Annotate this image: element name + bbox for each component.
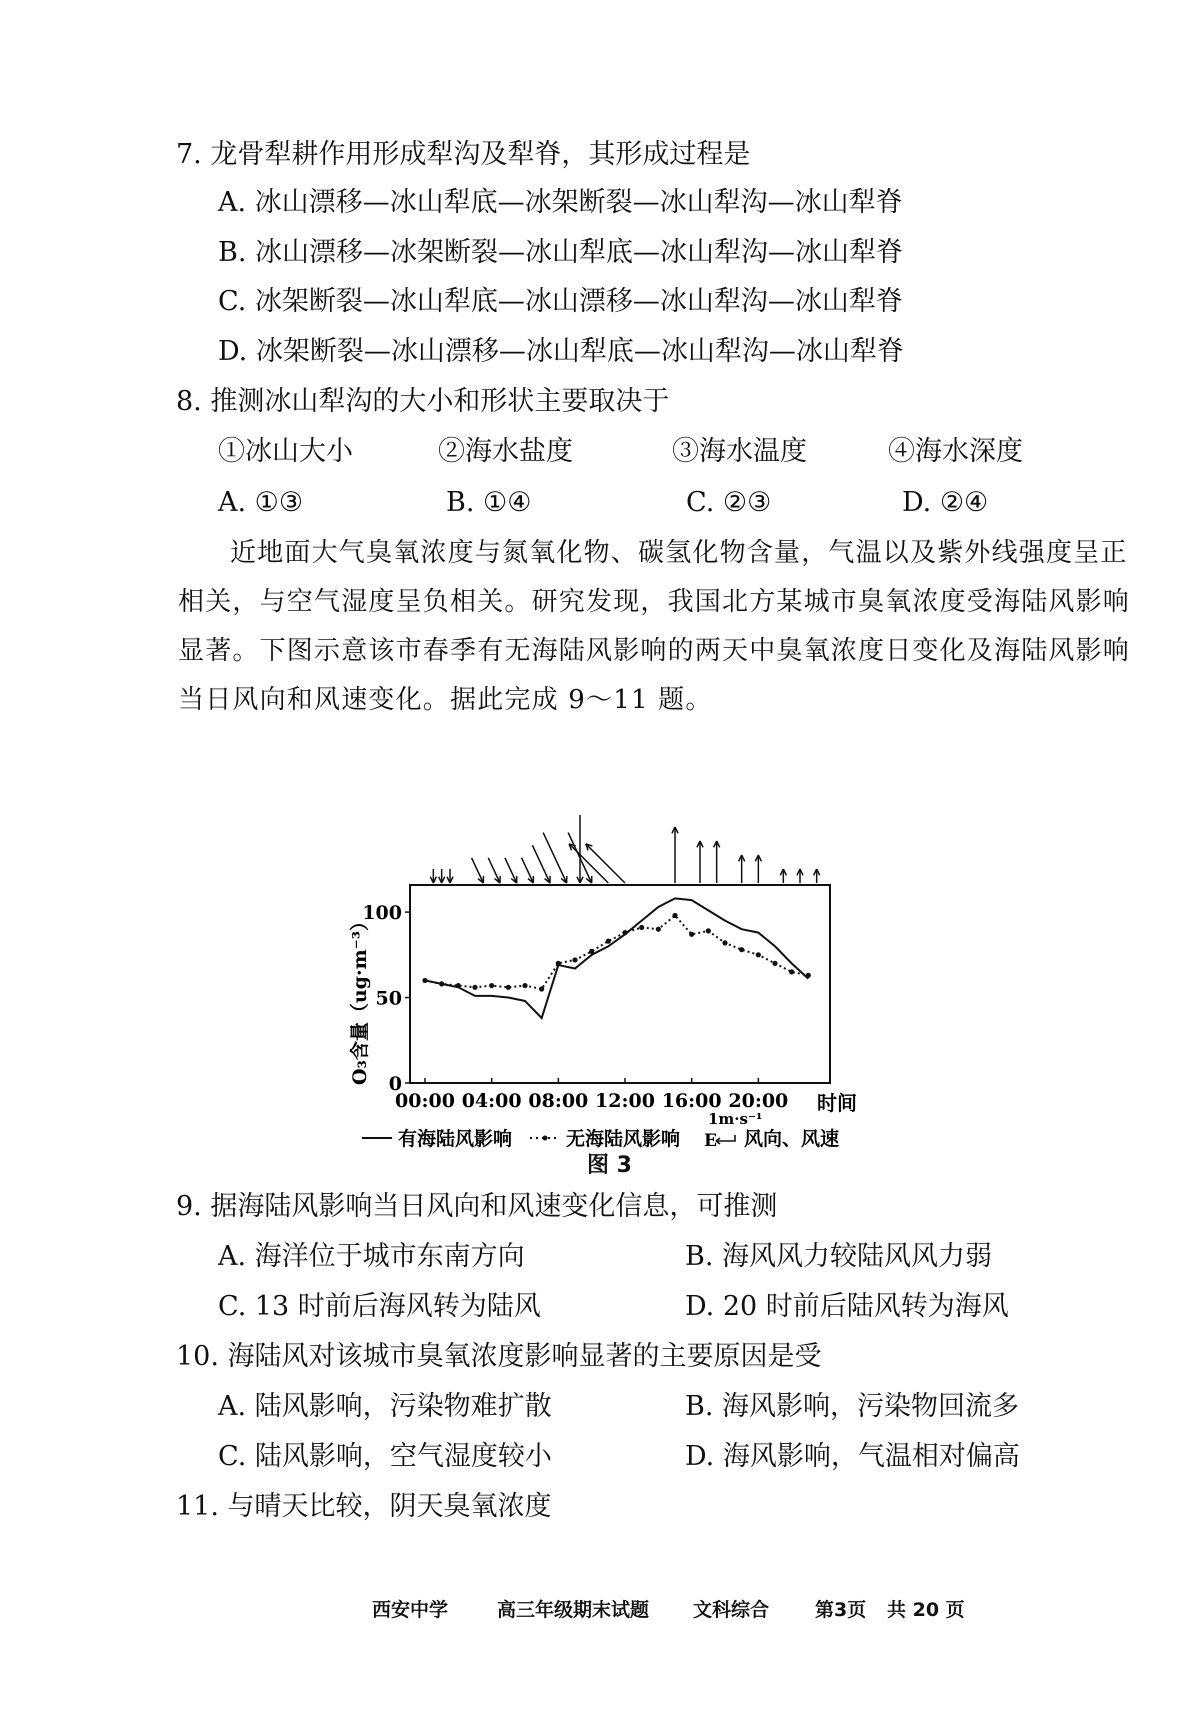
- data-point: [706, 928, 711, 933]
- q10-option-b: B. 海风影响，污染物回流多: [685, 1391, 1020, 1422]
- legend-with: 有海陆风影响: [398, 1128, 513, 1150]
- data-point: [722, 940, 727, 945]
- x-axis-label: 时间: [817, 1091, 857, 1115]
- wind-arrow-shaft: [532, 845, 550, 883]
- data-point: [689, 932, 694, 937]
- series-with-sea-land-breeze: [425, 898, 808, 1018]
- data-point: [506, 985, 511, 990]
- figure-caption: 图 3: [587, 1153, 632, 1178]
- y-axis-label: O₃含量（ug·m⁻³）: [349, 911, 371, 1085]
- data-point: [589, 949, 594, 954]
- wind-arrow-shaft: [488, 858, 500, 883]
- q10-option-d: D. 海风影响，气温相对偏高: [685, 1441, 1020, 1472]
- q8-stem: 8. 推测冰山犁沟的大小和形状主要取决于: [176, 386, 670, 417]
- legend-without: 无海陆风影响: [566, 1128, 681, 1150]
- q7-option-c: C. 冰架断裂—冰山犁底—冰山漂移—冰山犁沟—冰山犁脊: [218, 286, 903, 317]
- q10-stem: 10. 海陆风对该城市臭氧浓度影响显著的主要原因是受: [176, 1341, 822, 1372]
- data-point: [639, 925, 644, 930]
- chart-axes: [362, 885, 830, 1112]
- q7-stem: 7. 龙骨犁耕作用形成犁沟及犁脊，其形成过程是: [176, 139, 751, 170]
- q8-option-d: D. ②④: [902, 487, 989, 518]
- q11-stem: 11. 与晴天比较，阴天臭氧浓度: [176, 1491, 552, 1522]
- q9-option-c: C. 13 时前后海风转为陆风: [218, 1291, 541, 1322]
- footer-subject: 文科综合: [693, 1599, 770, 1621]
- q9-option-b: B. 海风风力较陆风风力弱: [685, 1241, 993, 1272]
- data-point: [489, 983, 494, 988]
- x-tick-label: 00:00: [395, 1090, 455, 1112]
- q10-option-a: A. 陆风影响，污染物难扩散: [218, 1391, 552, 1422]
- wind-arrow-shaft: [472, 858, 484, 883]
- y-tick-label: 50: [375, 987, 402, 1010]
- wind-arrows: [430, 815, 819, 883]
- series-without-sea-land-breeze: [425, 916, 808, 989]
- x-tick-label: 08:00: [528, 1090, 589, 1112]
- y-tick-label: 0: [388, 1073, 402, 1095]
- footer-exam: 高三年级期末试题: [497, 1599, 650, 1621]
- q8-option-c: C. ②③: [686, 487, 772, 518]
- data-point: [622, 930, 627, 935]
- q7-option-d: D. 冰架断裂—冰山漂移—冰山犁底—冰山犁沟—冰山犁脊: [218, 336, 904, 367]
- data-point: [472, 985, 477, 990]
- data-point: [656, 927, 661, 932]
- x-tick-label: 20:00: [728, 1090, 789, 1112]
- legend-wind-scale: 1m·s⁻¹: [708, 1110, 763, 1128]
- q7-option-a: A. 冰山漂移—冰山犁底—冰架断裂—冰山犁沟—冰山犁脊: [218, 187, 903, 218]
- data-point: [739, 947, 744, 952]
- passage-line-3: 显著。下图示意该市春季有无海陆风影响的两天中臭氧浓度日变化及海陆风影响: [178, 636, 1131, 666]
- plot-frame: [410, 885, 830, 1083]
- q10-option-c: C. 陆风影响，空气湿度较小: [218, 1441, 552, 1472]
- wind-arrow-shaft: [505, 858, 517, 883]
- q9-option-d: D. 20 时前后陆风转为海风: [685, 1291, 1009, 1322]
- data-point: [556, 961, 561, 966]
- data-point: [806, 973, 811, 978]
- y-tick-label: 100: [362, 902, 402, 925]
- data-point: [439, 981, 444, 986]
- x-tick-label: 12:00: [595, 1090, 655, 1112]
- data-point: [456, 983, 461, 988]
- data-point: [572, 957, 577, 962]
- x-tick-label: 16:00: [661, 1090, 722, 1112]
- q8-item-4: ④海水深度: [888, 436, 1023, 467]
- data-point: [789, 969, 794, 974]
- passage-line-1: 近地面大气臭氧浓度与氮氧化物、碳氢化物含量，气温以及紫外线强度呈正: [230, 538, 1128, 568]
- data-point: [422, 978, 427, 983]
- footer-page: 第3页: [815, 1599, 867, 1621]
- passage-line-2: 相关，与空气湿度呈负相关。研究发现，我国北方某城市臭氧浓度受海陆风影响: [178, 587, 1131, 617]
- q8-item-3: ③海水温度: [672, 436, 807, 467]
- q8-item-1: ①冰山大小: [218, 436, 353, 467]
- data-point: [539, 986, 544, 991]
- passage-line-4: 当日风向和风速变化。据此完成 9～11 题。: [178, 685, 713, 715]
- data-point: [772, 961, 777, 966]
- q7-option-b: B. 冰山漂移—冰架断裂—冰山犁底—冰山犁沟—冰山犁脊: [218, 237, 904, 268]
- data-point: [756, 952, 761, 957]
- q8-option-b: B. ①④: [446, 487, 532, 518]
- data-point: [522, 983, 527, 988]
- wind-arrow-shaft: [522, 858, 534, 883]
- footer-school: 西安中学: [372, 1599, 449, 1621]
- q8-item-2: ②海水盐度: [438, 436, 573, 467]
- legend-wind-dir: E: [704, 1131, 717, 1151]
- x-tick-label: 04:00: [461, 1090, 522, 1112]
- data-point: [672, 913, 677, 918]
- chart-labels: [348, 912, 857, 1151]
- footer-total: 共 20 页: [887, 1599, 965, 1621]
- q9-stem: 9. 据海陆风影响当日风向和风速变化信息，可推测: [176, 1191, 778, 1222]
- q9-option-a: A. 海洋位于城市东南方向: [218, 1241, 525, 1272]
- q8-option-a: A. ①③: [218, 487, 304, 518]
- legend-dot-marker: [543, 1136, 548, 1141]
- legend-wind: 风向、风速: [744, 1128, 840, 1150]
- chart-series: [422, 898, 811, 1018]
- data-point: [606, 939, 611, 944]
- ozone-chart: [340, 815, 980, 1165]
